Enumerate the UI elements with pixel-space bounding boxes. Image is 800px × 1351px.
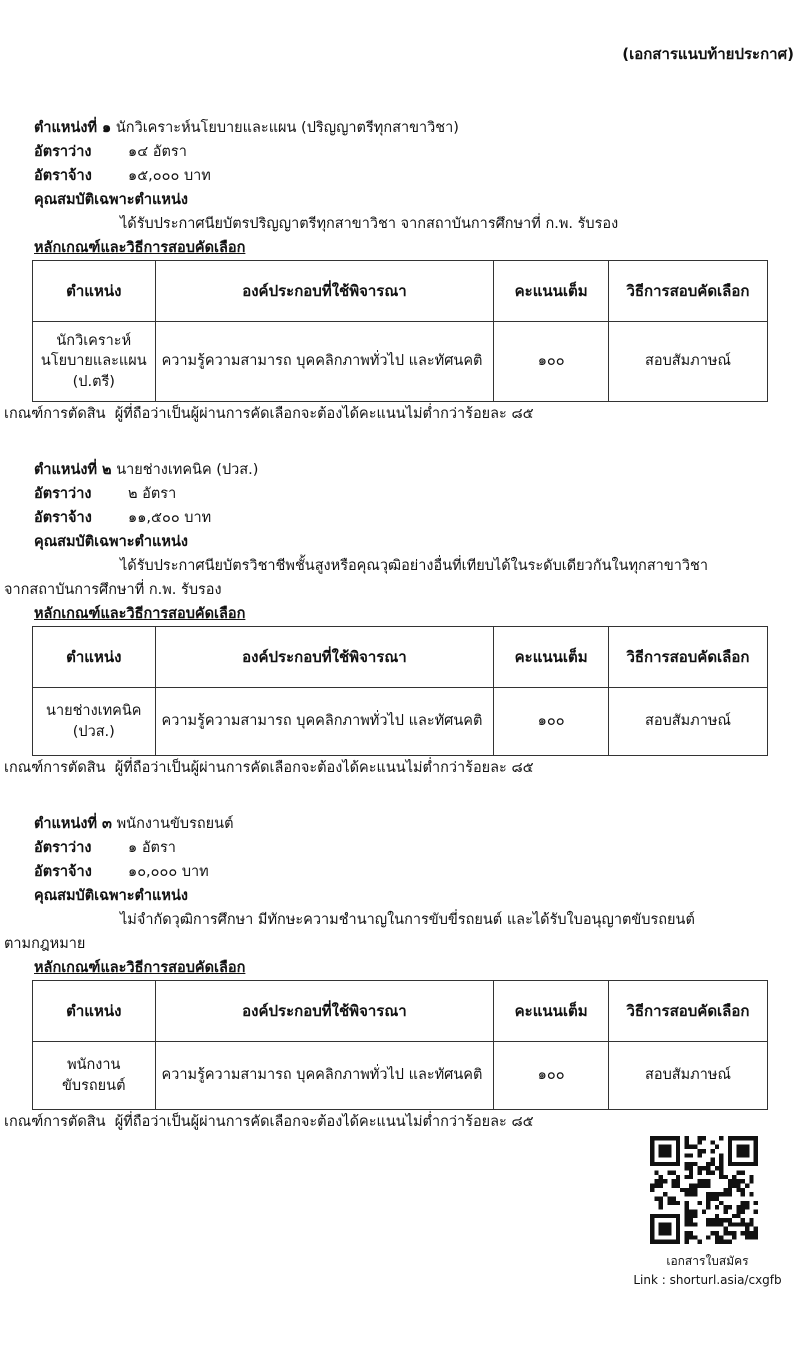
position-3-salary-row xyxy=(34,862,774,886)
position-3-qualification-line2: ตามกฎหมาย xyxy=(4,936,86,952)
position-2-qualification-line1: ได้รับประกาศนียบัตรวิชาชีพชั้นสูงหรือคุณวุฒิอย่างอื่นที่เทียบได้ในระดับเดียวกันในทุกสาขาวิชา xyxy=(120,558,709,574)
th-components: องค์ประกอบที่ใช้พิจารณา xyxy=(155,981,494,1042)
th-method: วิธีการสอบคัดเลือก xyxy=(608,627,767,688)
th-method: วิธีการสอบคัดเลือก xyxy=(608,981,767,1042)
cell-position-line: ขับรถยนต์ xyxy=(62,1077,126,1094)
table-row xyxy=(33,1042,768,1110)
position-1-criteria-table xyxy=(32,260,768,402)
qr-caption xyxy=(620,1252,795,1290)
document-header: (เอกสารแนบท้ายประกาศ) xyxy=(622,45,794,63)
position-3-section xyxy=(4,814,774,1136)
position-2-vacancy-row xyxy=(34,484,774,508)
position-2-heading: ตำแหน่งที่ ๒ xyxy=(34,462,112,478)
qualification-label: คุณสมบัติเฉพาะตำแหน่ง xyxy=(34,534,188,550)
decision-text: ผู้ที่ถือว่าเป็นผู้ผ่านการคัดเลือกจะต้องได้คะแนนไม่ต่ำกว่าร้อยละ ๘๕ xyxy=(114,406,534,422)
position-2-vacancy: ๒ อัตรา xyxy=(128,486,177,502)
th-full-score: คะแนนเต็ม xyxy=(494,627,609,688)
decision-text: ผู้ที่ถือว่าเป็นผู้ผ่านการคัดเลือกจะต้องได้คะแนนไม่ต่ำกว่าร้อยละ ๘๕ xyxy=(114,760,534,776)
table-header-row xyxy=(33,261,768,322)
table-header-row xyxy=(33,981,768,1042)
qr-link[interactable]: Link : shorturl.asia/cxgfb xyxy=(633,1273,782,1288)
position-3-vacancy-row xyxy=(34,838,774,862)
position-1-heading: ตำแหน่งที่ ๑ xyxy=(34,120,112,136)
position-2-criteria-table xyxy=(32,626,768,756)
salary-label: อัตราจ้าง xyxy=(34,168,92,184)
cell-position-line: นายช่างเทคนิค xyxy=(46,703,142,720)
qr-code-image xyxy=(650,1136,758,1244)
position-2-qualification-line2: จากสถาบันการศึกษาที่ ก.พ. รับรอง xyxy=(4,582,222,598)
position-1-title xyxy=(34,118,774,142)
th-position: ตำแหน่ง xyxy=(33,261,156,322)
cell-components: ความรู้ความสามารถ บุคคลิกภาพทั่วไป และทัศนคติ xyxy=(155,322,494,402)
position-1-qualification: ได้รับประกาศนียบัตรปริญญาตรีทุกสาขาวิชา จากสถาบันการศึกษาที่ ก.พ. รับรอง xyxy=(120,216,619,232)
position-1-vacancy-row xyxy=(34,142,774,166)
th-components: องค์ประกอบที่ใช้พิจารณา xyxy=(155,261,494,322)
qr-caption-title: เอกสารใบสมัคร xyxy=(666,1254,749,1268)
qr-code[interactable] xyxy=(650,1136,760,1250)
position-1-vacancy: ๑๔ อัตรา xyxy=(128,144,187,160)
position-2-decision xyxy=(4,758,774,782)
th-full-score: คะแนนเต็ม xyxy=(494,981,609,1042)
position-3-decision xyxy=(4,1112,774,1136)
position-3-title xyxy=(34,814,774,838)
cell-components: ความรู้ความสามารถ บุคคลิกภาพทั่วไป และทัศนคติ xyxy=(155,688,494,756)
table-header-row xyxy=(33,627,768,688)
position-3-name: พนักงานขับรถยนต์ xyxy=(116,816,234,832)
position-3-vacancy: ๑ อัตรา xyxy=(128,840,176,856)
position-1-name: นักวิเคราะห์นโยบายและแผน (ปริญญาตรีทุกสาขาวิชา) xyxy=(115,120,459,136)
criteria-label: หลักเกณฑ์และวิธีการสอบคัดเลือก xyxy=(34,240,246,256)
salary-label: อัตราจ้าง xyxy=(34,510,92,526)
cell-position-line: นักวิเคราะห์ xyxy=(56,333,132,350)
vacancy-label: อัตราว่าง xyxy=(34,144,92,160)
th-full-score: คะแนนเต็ม xyxy=(494,261,609,322)
cell-position-line: (ปวส.) xyxy=(72,723,115,740)
position-2-title xyxy=(34,460,774,484)
cell-position xyxy=(33,322,156,402)
position-2-salary-row xyxy=(34,508,774,532)
position-1-decision xyxy=(4,404,774,428)
cell-full-score: ๑๐๐ xyxy=(494,1042,609,1110)
position-2-name: นายช่างเทคนิค (ปวส.) xyxy=(116,462,259,478)
qualification-label: คุณสมบัติเฉพาะตำแหน่ง xyxy=(34,192,188,208)
cell-position-line: (ป.ตรี) xyxy=(72,373,115,390)
decision-text: ผู้ที่ถือว่าเป็นผู้ผ่านการคัดเลือกจะต้องได้คะแนนไม่ต่ำกว่าร้อยละ ๘๕ xyxy=(114,1114,534,1130)
table-row xyxy=(33,322,768,402)
vacancy-label: อัตราว่าง xyxy=(34,486,92,502)
position-2-section xyxy=(4,460,774,782)
position-1-salary-row xyxy=(34,166,774,190)
th-method: วิธีการสอบคัดเลือก xyxy=(608,261,767,322)
position-1-section xyxy=(4,118,774,428)
position-2-salary: ๑๑,๕๐๐ บาท xyxy=(128,510,212,526)
cell-method: สอบสัมภาษณ์ xyxy=(608,688,767,756)
table-row xyxy=(33,688,768,756)
cell-position-line: พนักงาน xyxy=(67,1057,121,1074)
qualification-label: คุณสมบัติเฉพาะตำแหน่ง xyxy=(34,888,188,904)
position-3-criteria-table xyxy=(32,980,768,1110)
cell-method: สอบสัมภาษณ์ xyxy=(608,1042,767,1110)
position-3-heading: ตำแหน่งที่ ๓ xyxy=(34,816,112,832)
cell-position xyxy=(33,688,156,756)
criteria-label: หลักเกณฑ์และวิธีการสอบคัดเลือก xyxy=(34,606,246,622)
th-components: องค์ประกอบที่ใช้พิจารณา xyxy=(155,627,494,688)
decision-label: เกณฑ์การตัดสิน xyxy=(4,1114,106,1130)
decision-label: เกณฑ์การตัดสิน xyxy=(4,406,106,422)
position-3-salary: ๑๐,๐๐๐ บาท xyxy=(128,864,209,880)
cell-full-score: ๑๐๐ xyxy=(494,322,609,402)
position-1-salary: ๑๕,๐๐๐ บาท xyxy=(128,168,211,184)
cell-components: ความรู้ความสามารถ บุคคลิกภาพทั่วไป และทัศนคติ xyxy=(155,1042,494,1110)
th-position: ตำแหน่ง xyxy=(33,627,156,688)
cell-method: สอบสัมภาษณ์ xyxy=(608,322,767,402)
cell-position xyxy=(33,1042,156,1110)
vacancy-label: อัตราว่าง xyxy=(34,840,92,856)
th-position: ตำแหน่ง xyxy=(33,981,156,1042)
cell-full-score: ๑๐๐ xyxy=(494,688,609,756)
cell-position-line: นโยบายและแผน xyxy=(40,353,147,370)
decision-label: เกณฑ์การตัดสิน xyxy=(4,760,106,776)
criteria-label: หลักเกณฑ์และวิธีการสอบคัดเลือก xyxy=(34,960,246,976)
salary-label: อัตราจ้าง xyxy=(34,864,92,880)
position-3-qualification-line1: ไม่จำกัดวุฒิการศึกษา มีทักษะความชำนาญในการขับขี่รถยนต์ และได้รับใบอนุญาตขับรถยนต์ xyxy=(120,912,695,928)
